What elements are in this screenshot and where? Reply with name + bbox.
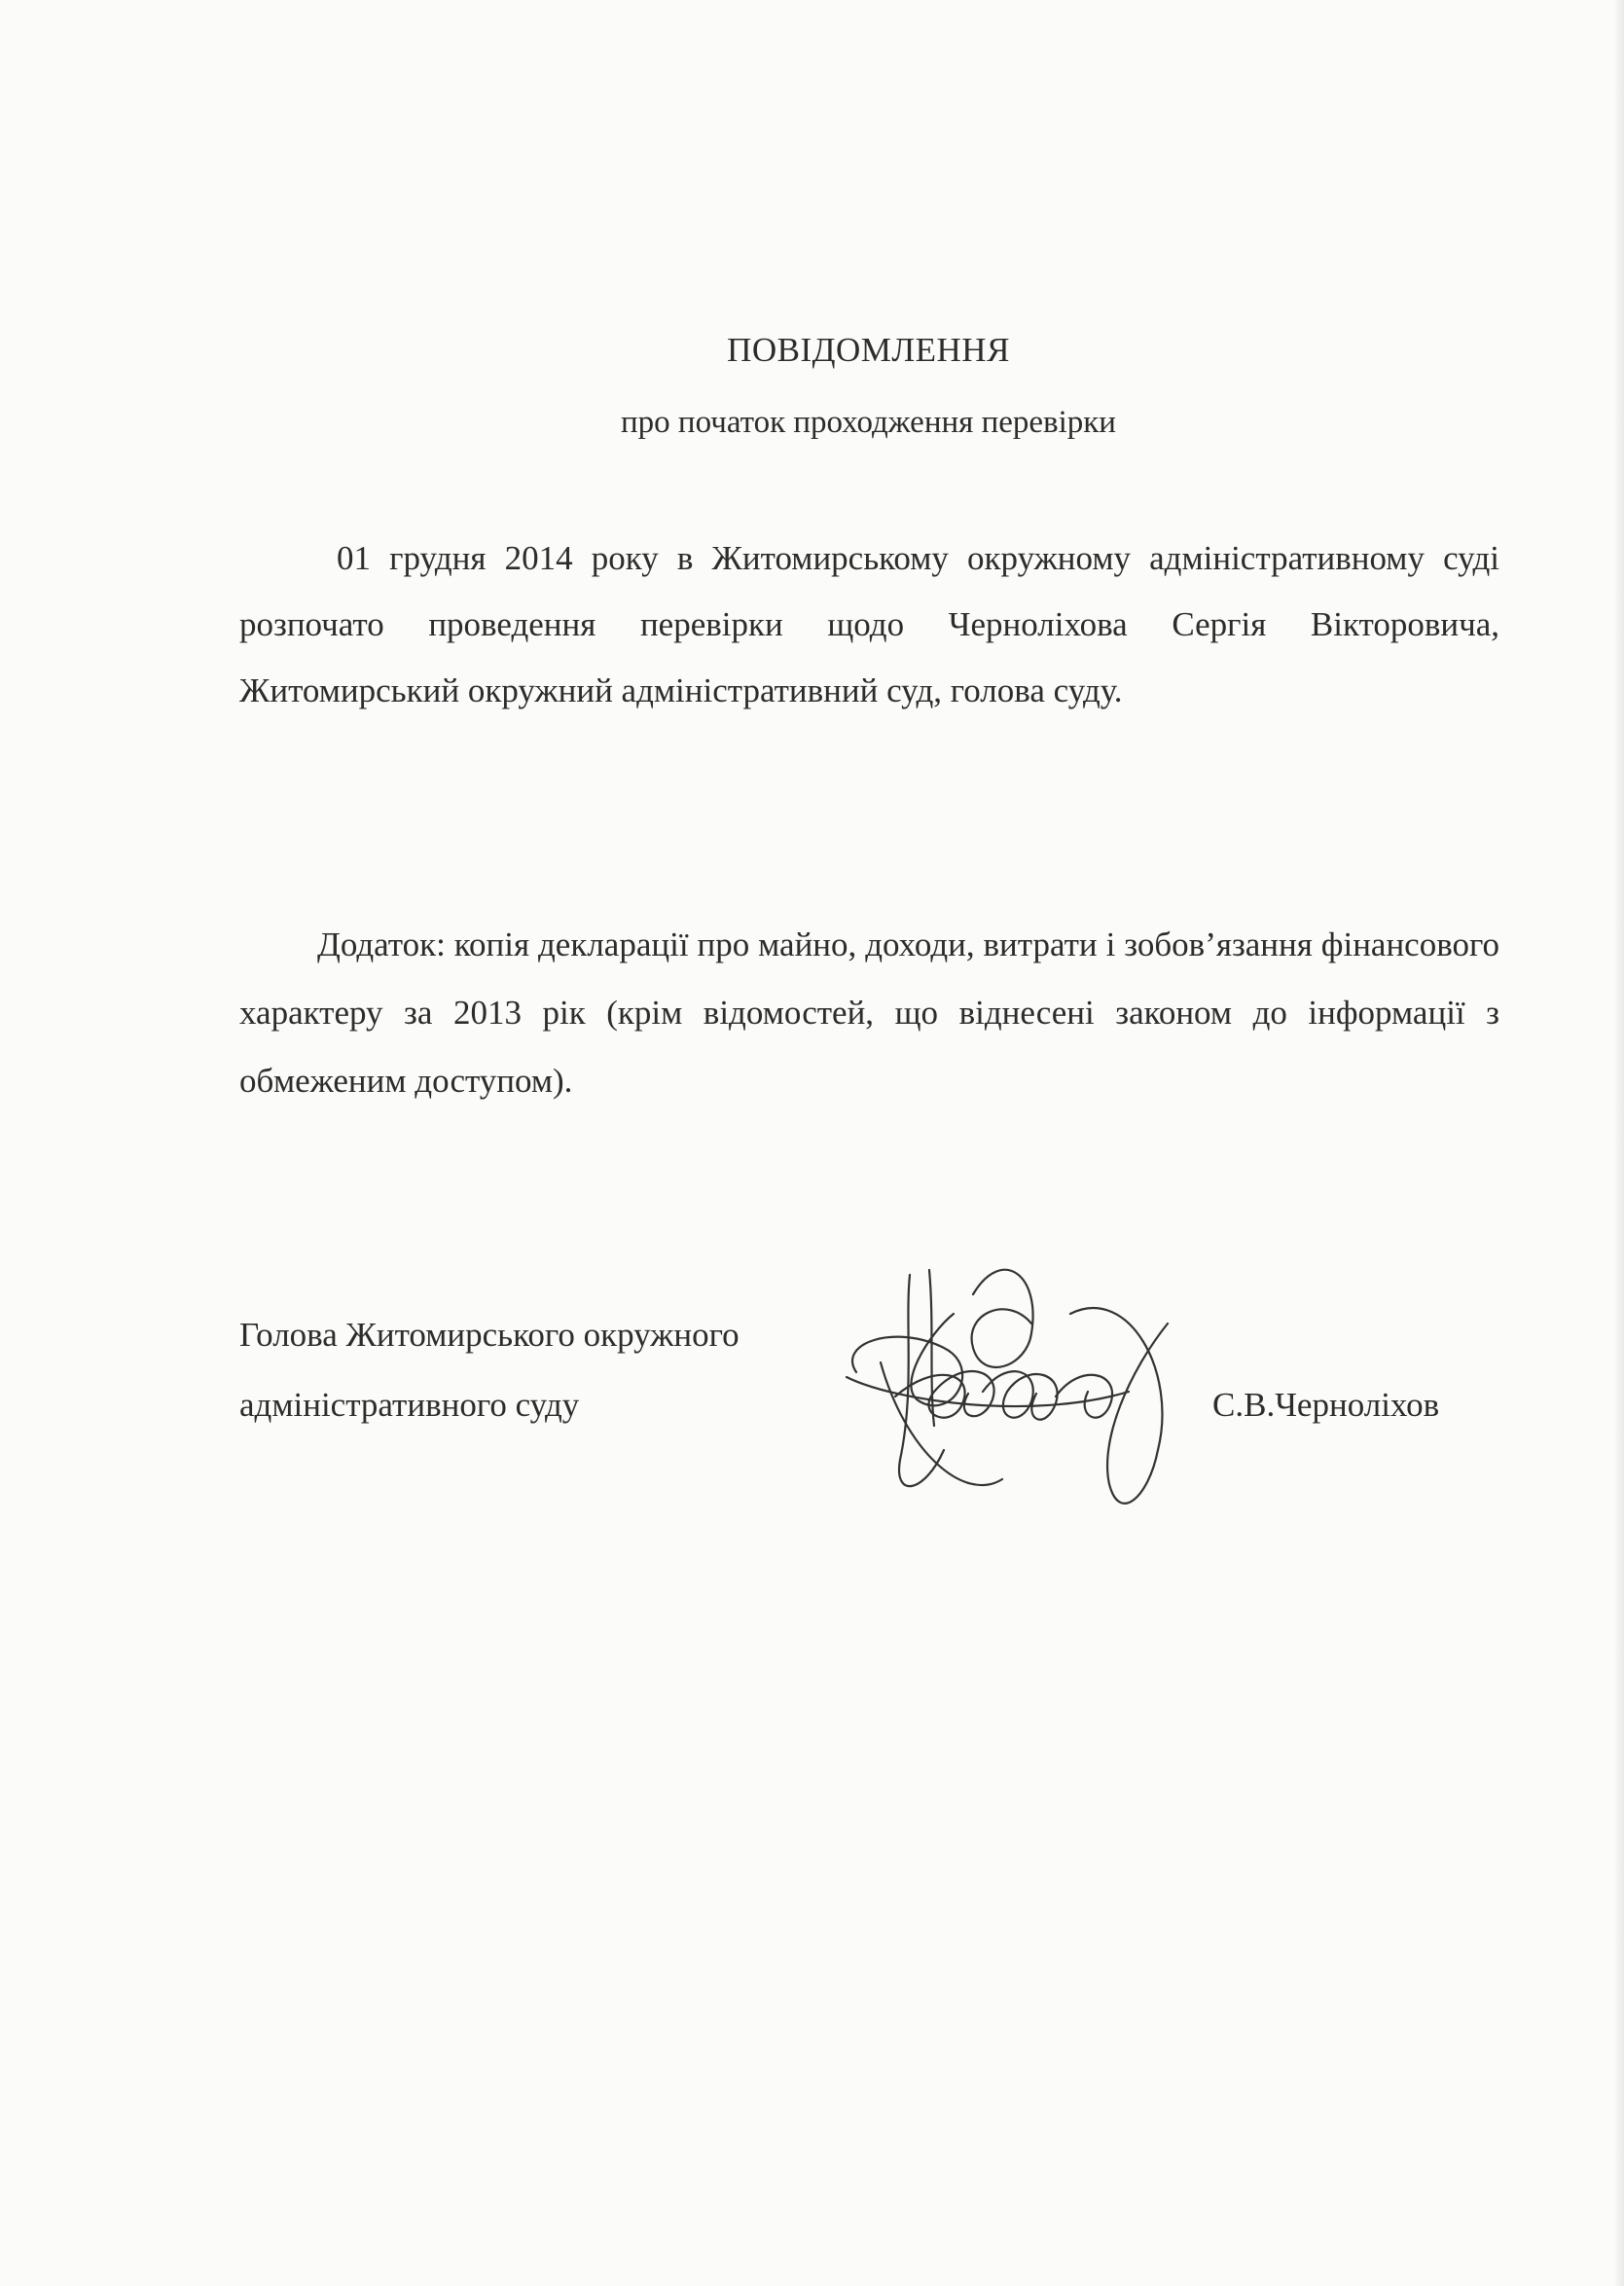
signatory-position-line2: адміністративного суду — [239, 1386, 580, 1424]
signatory-name: С.В.Черноліхов — [1212, 1386, 1440, 1424]
addendum-paragraph: Додаток: копія декларації про майно, доходи, витрати і зобов’язання фінансового характеру за 2013 рік (крім відомостей, що віднесені законом до інформації з обмеженим доступом). — [239, 925, 1499, 1100]
signatory-position-line1: Голова Житомирського окружного — [239, 1316, 740, 1354]
signatory-position — [239, 1300, 740, 1440]
document-title: ПОВІДОМЛЕННЯ — [727, 331, 1010, 369]
handwritten-signature — [837, 1255, 1187, 1528]
main-paragraph: 01 грудня 2014 року в Житомирському окружному адміністративному суді розпочато проведення перевірки щодо Черноліхова Сергія Вікторовича, Житомирський окружний адміністративний суд, голова суду. — [239, 539, 1499, 709]
document-subtitle: про початок проходження перевірки — [621, 405, 1116, 440]
